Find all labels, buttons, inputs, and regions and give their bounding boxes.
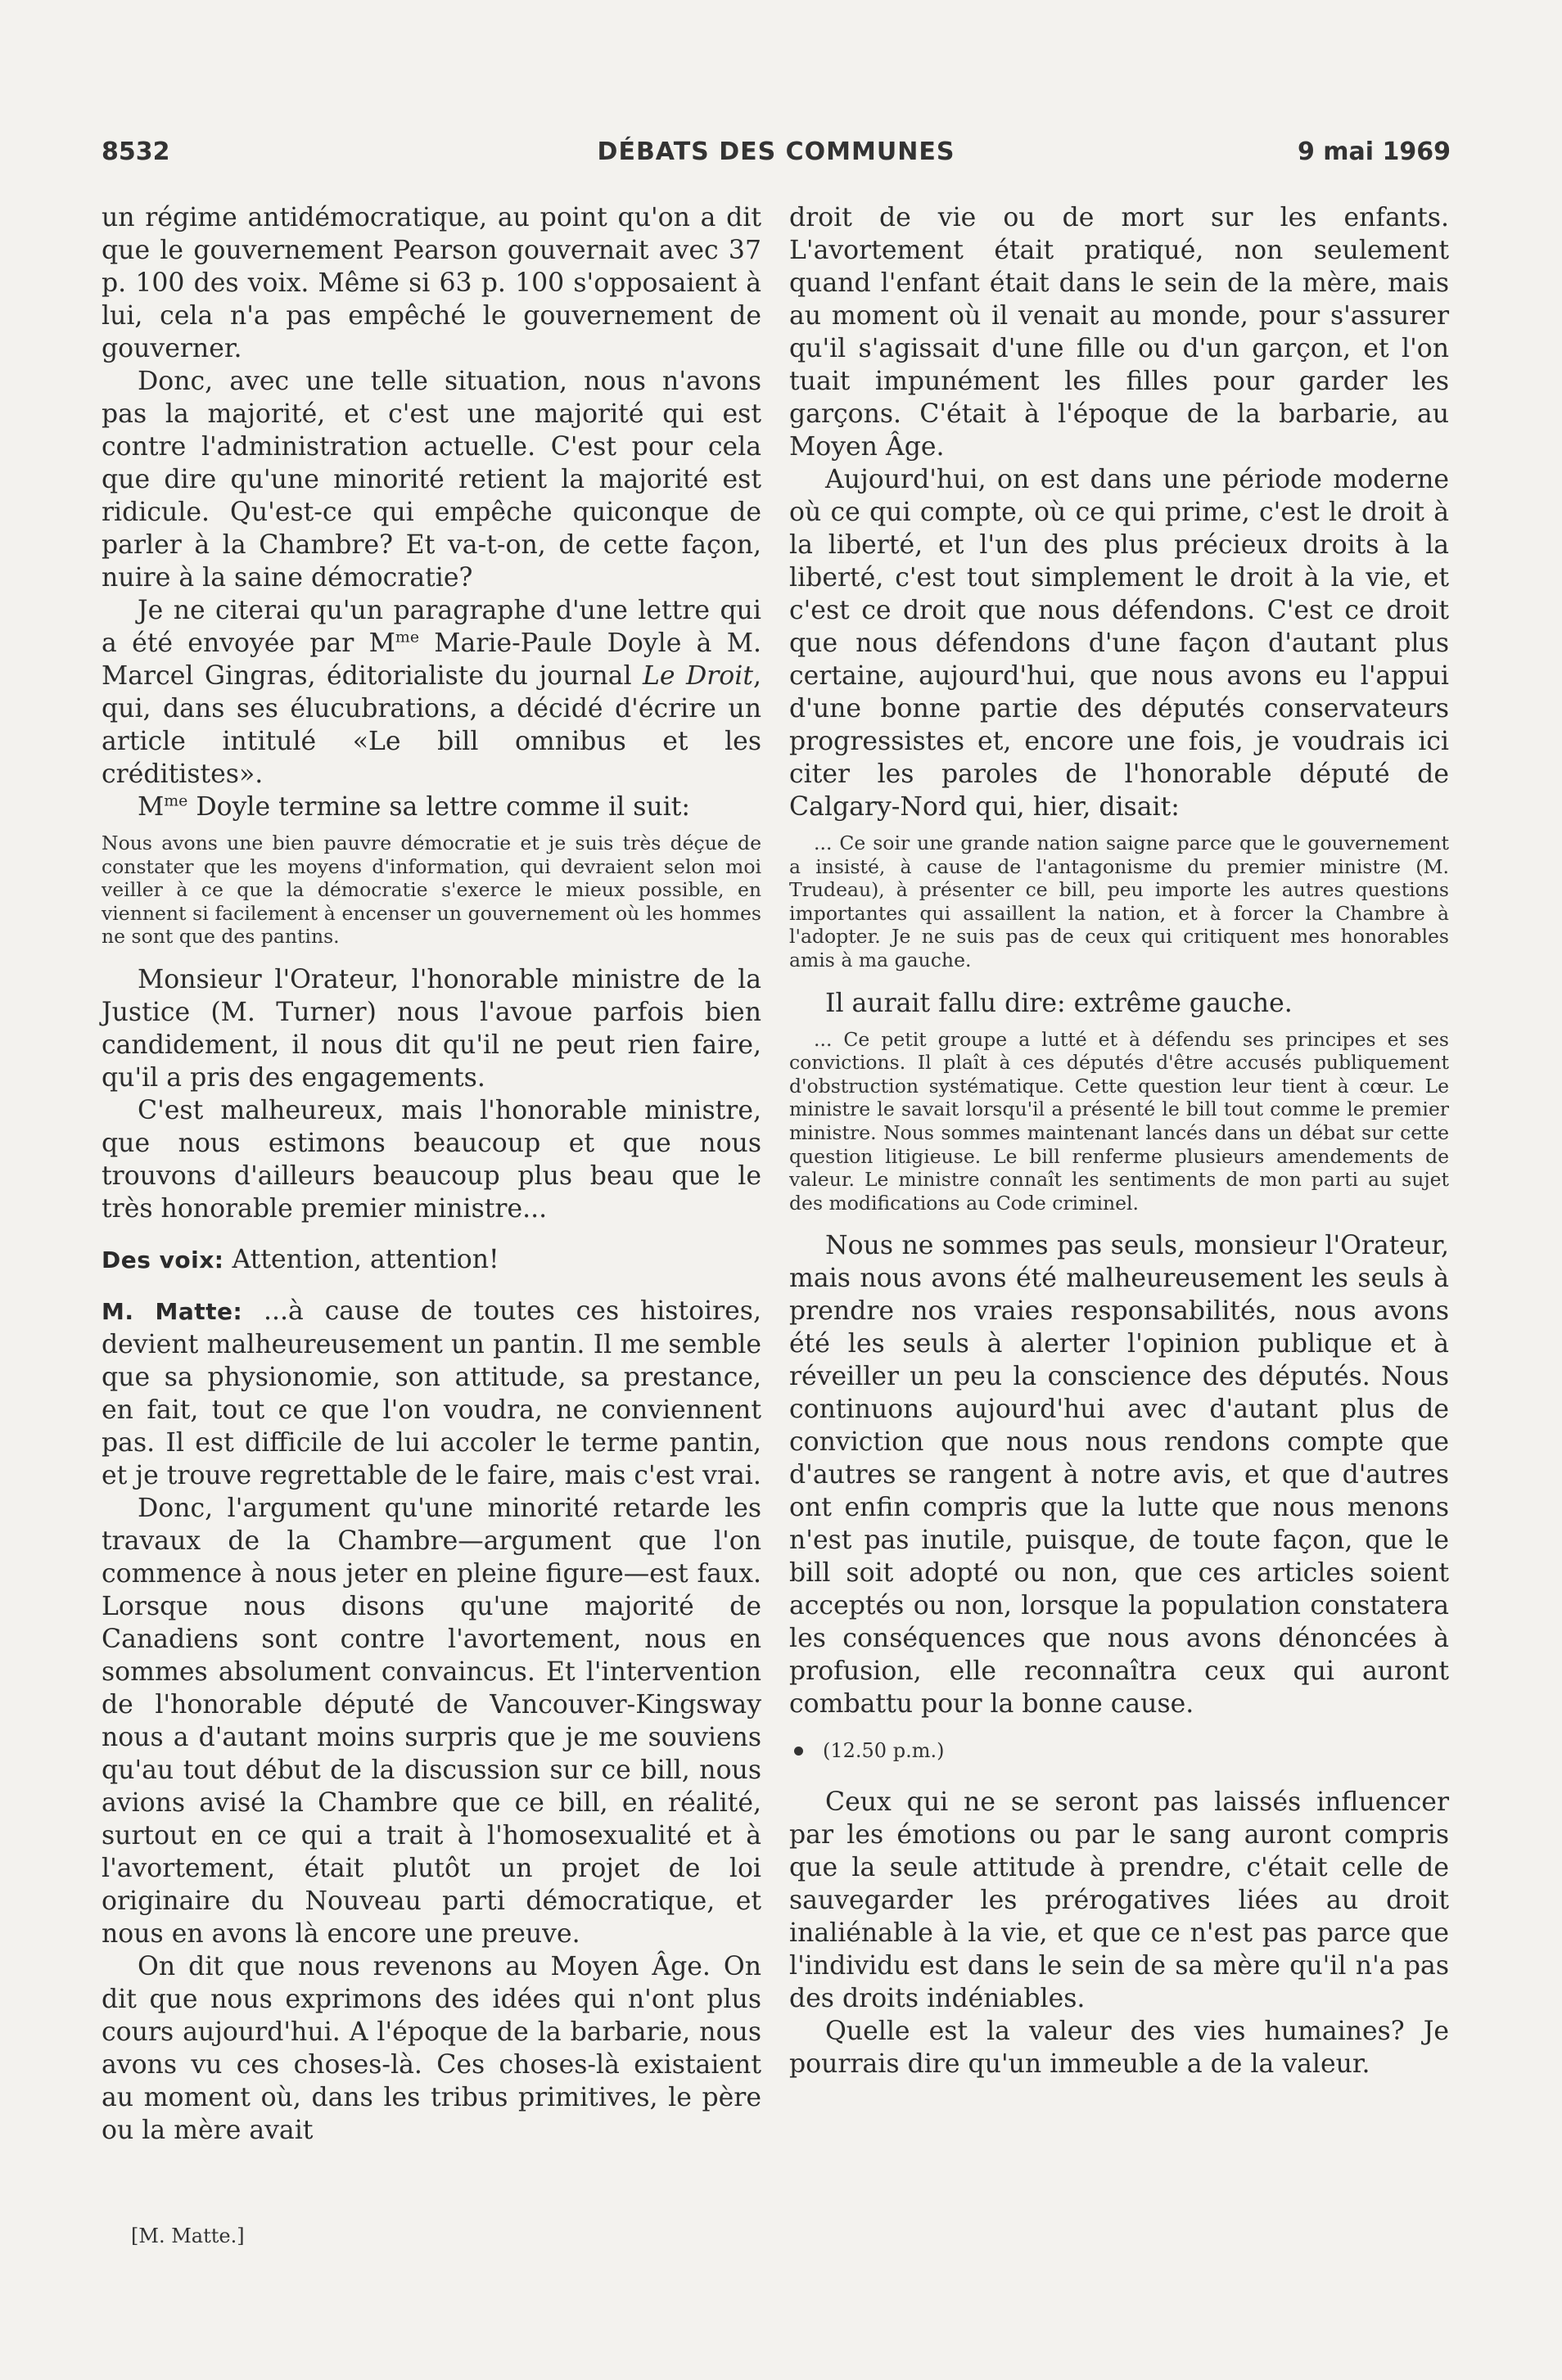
page-number: 8532 [102, 137, 170, 166]
speaker-paragraph: M. Matte: ...à cause de toutes ces histoires, devient malheureusement un pantin. Il me semble que sa physionomie, son attitude, sa prestance, en fait, tout ce que l'on voudra, ne conviennent pas. Il est difficile de lui accoler le terme pantin, et je trouve regrettable de le faire, mais c'est vrai. [102, 1296, 761, 1490]
paragraph: Aujourd'hui, on est dans une période moderne où ce qui compte, où ce qui prime, c'est le droit à la liberté, et l'un des plus précieux droits à la liberté, c'est tout simplement le droit à la vie, et c'est ce droit que nous défendons. C'est ce droit que nous défendons d'une façon d'autant plus certaine, aujourd'hui, que nous avons eu l'appui d'une bonne partie des députés conservateurs progressistes et, encore une fois, je voudrais ici citer les paroles de l'honorable député de Calgary-Nord qui, hier, disait: [789, 465, 1449, 822]
right-column [789, 201, 1449, 2080]
left-column [102, 201, 761, 2147]
paragraph: C'est malheureux, mais l'honorable ministre, que nous estimons beaucoup et que nous trouvons d'ailleurs beaucoup plus beau que le très honorable premier ministre... [102, 1095, 761, 1224]
block-quote: ... Ce petit groupe a lutté et à défendu ses principes et ses convictions. Il plaît à ces députés d'être accusés publiquement d'obstruction systématique. Cette question leur tient à cœur. Le ministre le savait lorsqu'il a présenté le bill tout comme le premier ministre. Nous sommes maintenant lancés dans un débat sur cette question litigieuse. Le bill renferme plusieurs amendements de valeur. Le ministre connaît les sentiments de mon parti au sujet des modifications au Code criminel. [789, 1027, 1449, 1215]
paragraph: $M^{me}$ Doyle termine sa lettre comme il suit: [138, 791, 691, 822]
paragraph: Donc, l'argument qu'une minorité retarde les travaux de la Chambre—argument que l'on commence à nous jeter en pleine figure—est faux. Lorsque nous disons qu'une majorité de Canadiens sont contre l'avortement, nous en sommes absolument convaincus. Et l'intervention de l'honorable député de Vancouver-Kingsway nous a d'autant moins surpris que je me souviens qu'au tout début de la discussion sur ce bill, nous avions avisé la Chambre que ce bill, en réalité, surtout en ce qui a trait à l'homosexualité et à l'avortement, était plutôt un projet de loi originaire du Nouveau parti démocratique, et nous en avons là encore une preuve. [102, 1493, 761, 1949]
publication-title: DÉBATS DES COMMUNES [597, 137, 955, 166]
timestamp: (12.50 p.m.) [789, 1738, 1449, 1763]
speaker-paragraph: Des voix: Attention, attention! [102, 1244, 499, 1274]
paragraph: Quelle est la valeur des vies humaines? Je pourrais dire qu'un immeuble a de la valeur. [789, 2017, 1449, 2080]
paragraph: Je ne citerai qu'un paragraphe d'une lettre qui a été envoyée par $M^{me}$ Marie-Paule Doyle à M. Marcel Gingras, éditorialiste du journal Le Droit, qui, dans ses élucubrations, a décidé d'écrire un article intitulé «Le bill omnibus et les créditistes». [102, 596, 761, 789]
speaker-label: M. Matte: [102, 1297, 243, 1325]
speaker-label: Des voix: [102, 1246, 224, 1273]
paragraph: Monsieur l'Orateur, l'honorable ministre de la Justice (M. Turner) nous l'avoue parfois bien candidement, il nous dit qu'il ne peut rien faire, qu'il a pris des engagements. [102, 964, 761, 1093]
page-date: 9 mai 1969 [1297, 137, 1451, 166]
block-quote: Nous avons une bien pauvre démocratie et je suis très déçue de constater que les moyens d'information, qui devraient selon moi veiller à ce que la démocratie s'exerce le mieux possible, en viennent si facilement à encenser un gouvernement où les hommes ne sont que des pantins. [102, 832, 761, 949]
speaker-attribution: [M. Matte.] [131, 2224, 245, 2247]
paragraph: Nous ne sommes pas seuls, monsieur l'Orateur, mais nous avons été malheureusement les seuls à prendre nos vraies responsabilités, nous avons été les seuls à alerter l'opinion publique et à réveiller un peu la conscience des députés. Nous continuons aujourd'hui avec d'autant plus de conviction que nous nous rendons compte que d'autres se rangent à notre avis, et que d'autres ont enfin compris que la lutte que nous menons n'est pas inutile, puisque, de toute façon, que le bill soit adopté ou non, que ces articles soient acceptés ou non, lorsque la population constatera les conséquences que nous avons dénoncées à profusion, elle reconnaîtra ceux qui auront combattu pour la bonne cause. [789, 1231, 1449, 1720]
paragraph: un régime antidémocratique, au point qu'on a dit que le gouvernement Pearson gouvernait avec 37 p. 100 des voix. Même si 63 p. 100 s'opposaient à lui, cela n'a pas empêché le gouvernement de gouverner. [102, 203, 761, 363]
block-quote: ... Ce soir une grande nation saigne parce que le gouvernement a insisté, à cause de l'antagonisme du premier ministre (M. Trudeau), à présenter ce bill, peu importe les autres questions importantes qui assaillent la nation, et à forcer la Chambre à l'adopter. Je ne suis pas de ceux qui critiquent mes honorables amis à ma gauche. [789, 832, 1449, 971]
paragraph: Ceux qui ne se seront pas laissés influencer par les émotions ou par le sang auront compris que la seule attitude à prendre, c'était celle de sauvegarder les prérogatives liées au droit inaliénable à la vie, et que ce n'est pas parce que l'individu est dans le sein de sa mère qu'il n'a pas des droits indéniables. [789, 1787, 1449, 2014]
page-header [102, 137, 1451, 170]
paragraph: Il aurait fallu dire: extrême gauche. [825, 988, 1293, 1018]
paragraph: droit de vie ou de mort sur les enfants. L'avortement était pratiqué, non seulement quand l'enfant était dans le sein de la mère, mais au moment où il venait au monde, pour s'assurer qu'il s'agissait d'une fille ou d'un garçon, et l'on tuait impunément les filles pour garder les garçons. C'était à l'époque de la barbarie, au Moyen Âge. [789, 203, 1449, 462]
newspaper-title: Le Droit [642, 661, 753, 691]
bullet-icon [794, 1747, 803, 1756]
paragraph: Donc, avec une telle situation, nous n'avons pas la majorité, et c'est une majorité qui est contre l'administration actuelle. C'est pour cela que dire qu'une minorité retient la majorité est ridicule. Qu'est-ce qui empêche quiconque de parler à la Chambre? Et va-t-on, de cette façon, nuire à la saine démocratie? [102, 367, 761, 593]
paragraph: On dit que nous revenons au Moyen Âge. On dit que nous exprimons des idées qui n'ont plus cours aujourd'hui. A l'époque de la barbarie, nous avons vu ces choses-là. Ces choses-là existaient au moment où, dans les tribus primitives, le père ou la mère avait [102, 1951, 761, 2145]
